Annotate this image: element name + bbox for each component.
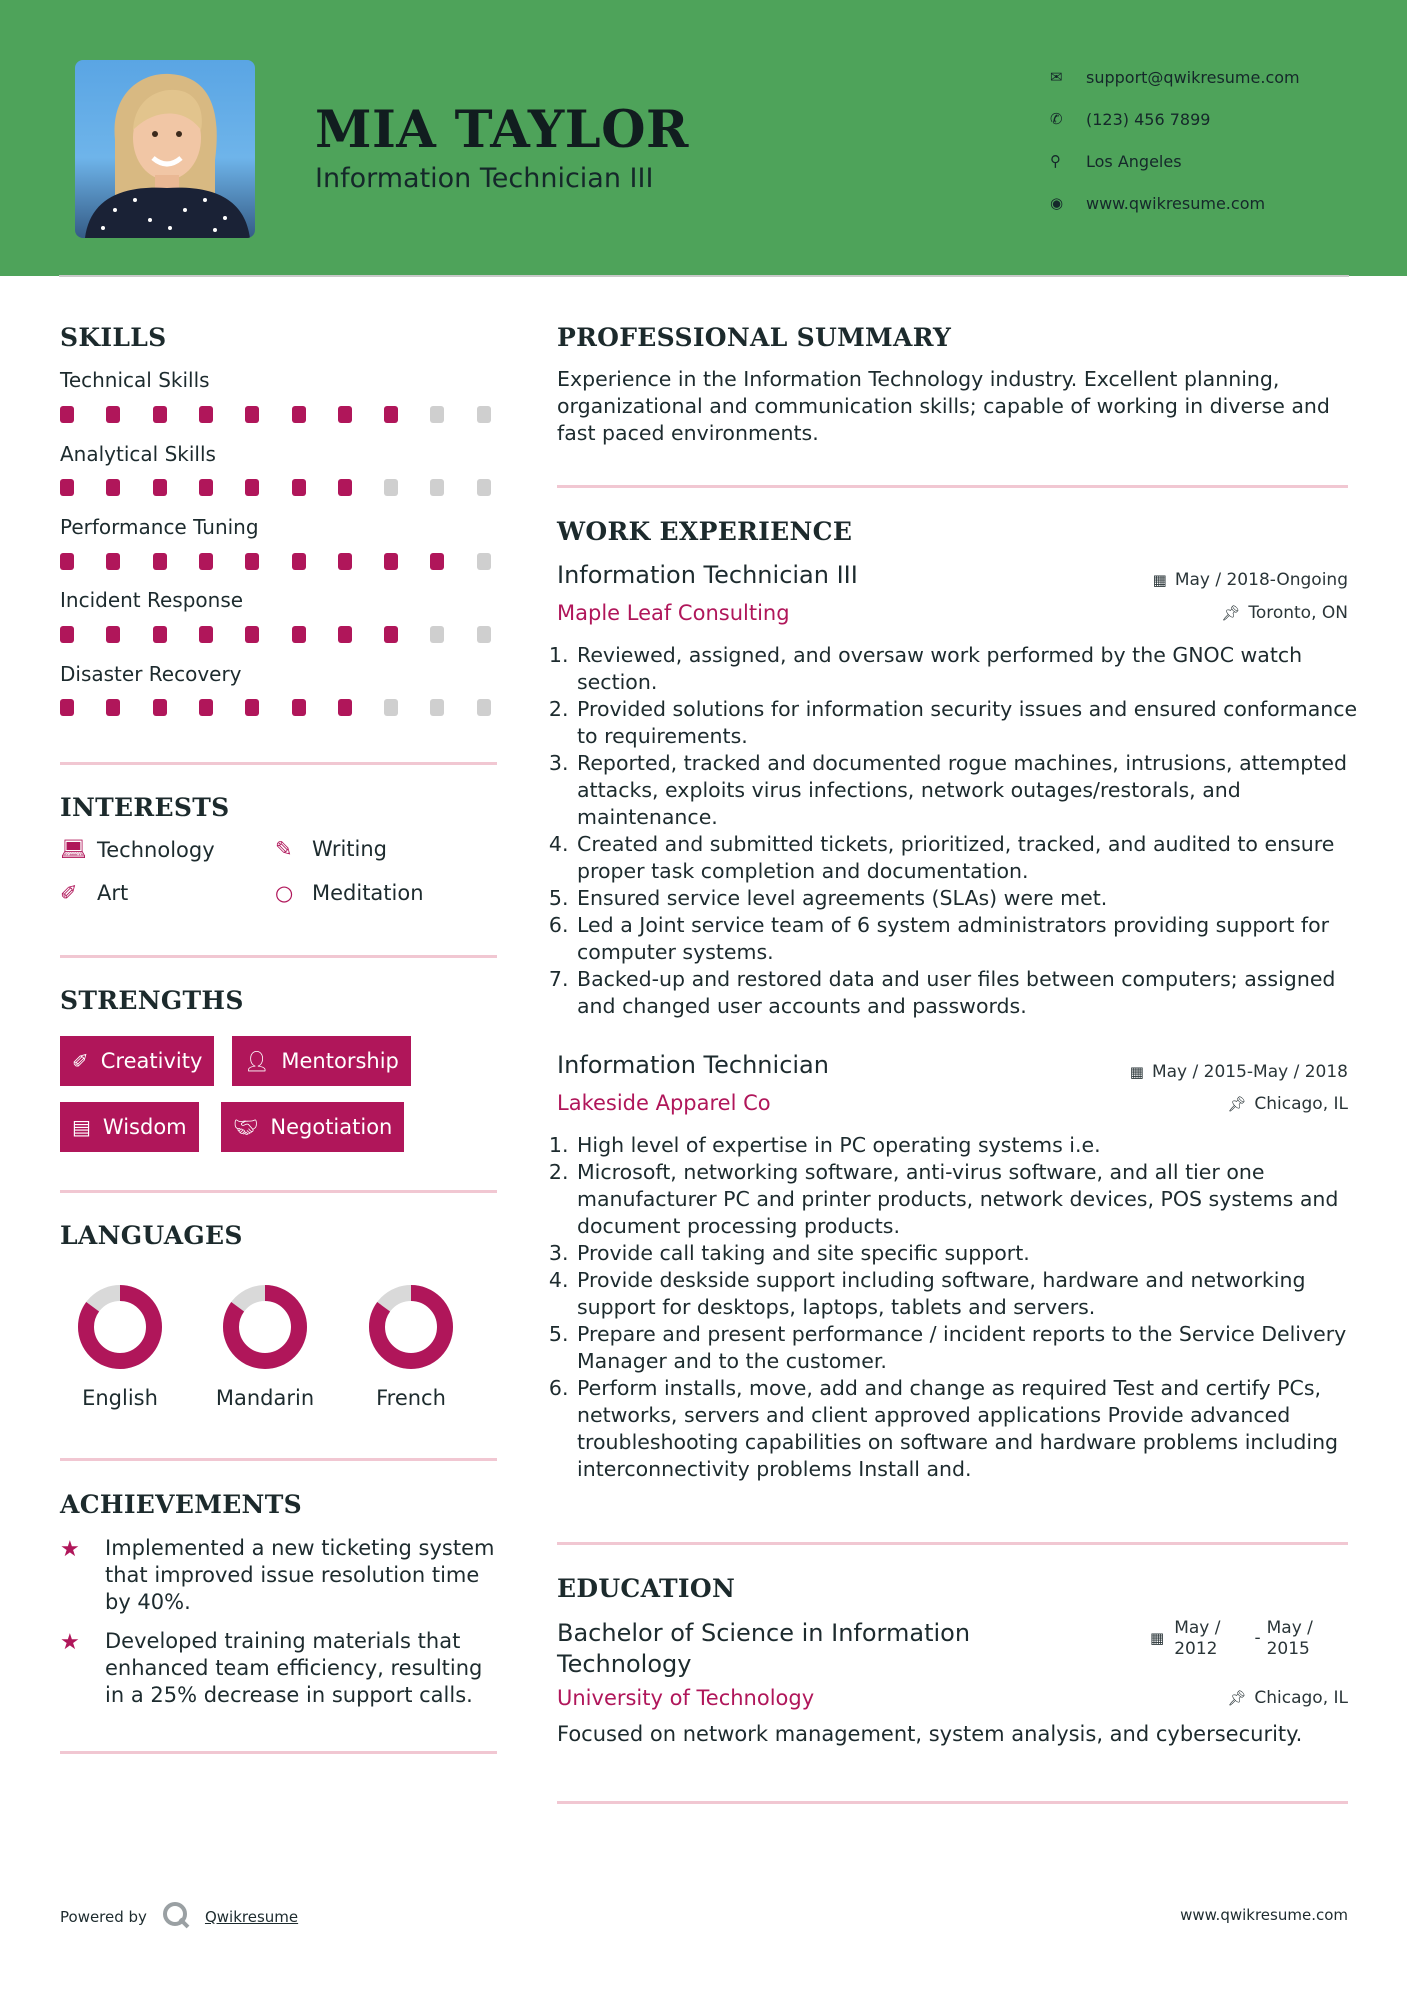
achievement-text: Developed training materials that enhanced team efficiency, resulting in a 25% decrease in support calls. (105, 1629, 483, 1707)
candidate-name: MIA TAYLOR (315, 100, 689, 160)
strength-badge (60, 1036, 214, 1086)
skill-dot-filled (338, 406, 352, 423)
skill-dot-filled (245, 626, 259, 643)
skill-rating (60, 626, 500, 644)
language-item (341, 1282, 481, 1410)
duty-item: 2. Provided solutions for information security issues and ensured conformance to requirements. (575, 696, 1365, 750)
skill-dot-empty (477, 553, 491, 570)
date-text: May / (1266, 1618, 1313, 1638)
education-start (1174, 1618, 1220, 1660)
skill-rating (60, 699, 500, 717)
school-name: University of Technology (557, 1686, 815, 1710)
skill-label: Performance Tuning (60, 515, 259, 539)
language-ring (366, 1282, 456, 1372)
interest-label: Meditation (312, 881, 424, 905)
job-duties (557, 642, 1365, 1020)
job-dates (1130, 1062, 1348, 1082)
language-ring (220, 1282, 310, 1372)
candidate-title: Information Technician III (315, 163, 654, 194)
skill-dot-empty (430, 406, 444, 423)
user-plus-icon: 👤︎ (244, 1049, 270, 1073)
strength-label: Wisdom (102, 1115, 187, 1139)
skill-dot-filled (245, 553, 259, 570)
skill-dot-filled (60, 699, 74, 716)
skill-label: Analytical Skills (60, 442, 216, 466)
date-dash: - (1254, 1628, 1261, 1648)
job-dates-text: May / 2015-May / 2018 (1151, 1062, 1348, 1082)
contact-website[interactable] (1050, 182, 1300, 224)
section-divider (557, 1801, 1348, 1804)
footer-powered (60, 1900, 298, 1934)
interest-item (275, 837, 387, 861)
job-location-text: Toronto, ON (1248, 603, 1348, 623)
skill-dot-filled (153, 479, 167, 496)
skill-dot-filled (106, 699, 120, 716)
paintbrush-icon: ✐ (72, 1049, 89, 1073)
skill-dot-filled (106, 479, 120, 496)
pushpin-icon: 📌︎ (1227, 1689, 1247, 1707)
circle-icon: ○ (275, 881, 294, 905)
language-label: English (82, 1386, 158, 1410)
date-text: 2015 (1266, 1639, 1310, 1659)
contact-location (1050, 140, 1300, 182)
job-location-text: Chicago, IL (1254, 1094, 1348, 1114)
duty-item: 2. Microsoft, networking software, anti-virus software, and all tier one manufacturer PC and printer products, network devices, POS systems and document processing products. (575, 1159, 1365, 1240)
skill-dot-filled (106, 626, 120, 643)
strengths-heading: STRENGTHS (60, 986, 244, 1015)
interest-label: Technology (97, 837, 215, 862)
skill-rating (60, 553, 500, 571)
language-label: Mandarin (215, 1386, 315, 1410)
skill-dot-filled (199, 479, 213, 496)
languages-heading: LANGUAGES (60, 1221, 243, 1250)
company-name: Lakeside Apparel Co (557, 1091, 771, 1115)
skill-label: Disaster Recovery (60, 662, 242, 686)
language-label: French (376, 1386, 446, 1410)
pushpin-icon: 📌︎ (1221, 604, 1241, 622)
skill-dot-filled (384, 406, 398, 423)
skill-dot-filled (338, 699, 352, 716)
section-divider (557, 485, 1348, 488)
contact-list (1050, 56, 1300, 224)
skill-dot-filled (245, 406, 259, 423)
skill-dot-filled (60, 553, 74, 570)
duty-item: 1. Reviewed, assigned, and oversaw work performed by the GNOC watch section. (575, 642, 1365, 696)
interests-heading: INTERESTS (60, 793, 230, 822)
skill-dot-filled (199, 626, 213, 643)
section-divider (60, 955, 497, 958)
skill-dot-filled (292, 406, 306, 423)
skill-dot-filled (106, 406, 120, 423)
skill-dot-filled (338, 553, 352, 570)
envelope-icon: ✉ (1050, 68, 1063, 86)
phone-icon: ✆ (1050, 110, 1063, 128)
achievement-item (60, 1628, 500, 1709)
strength-label: Negotiation (270, 1115, 393, 1139)
laptop-icon: 💻︎ (60, 837, 87, 861)
interest-item (60, 837, 215, 862)
interest-item (275, 881, 424, 905)
footer-website[interactable]: www.qwikresume.com (1180, 1906, 1348, 1924)
job-dates-text: May / 2018-Ongoing (1174, 570, 1348, 590)
job-location (1227, 1094, 1348, 1114)
summary-text: Experience in the Information Technology industry. Excellent planning, organizational and communication skills; capable of working in diverse and fast paced environments. (557, 367, 1330, 445)
skill-dot-empty (384, 479, 398, 496)
job-title: Information Technician (557, 1051, 829, 1079)
map-pin-icon: ⚲ (1050, 152, 1061, 170)
pencil-icon: ✎ (275, 837, 293, 861)
skill-dot-empty (430, 699, 444, 716)
skill-dot-empty (430, 479, 444, 496)
header-divider (59, 275, 1349, 277)
skill-dot-filled (292, 626, 306, 643)
skill-dot-filled (245, 699, 259, 716)
job-duties (557, 1132, 1365, 1483)
skill-dot-filled (384, 553, 398, 570)
skill-dot-empty (477, 626, 491, 643)
education-location (1227, 1688, 1348, 1708)
skill-dot-filled (153, 406, 167, 423)
star-icon: ★ (60, 1537, 80, 1562)
education-location-text: Chicago, IL (1254, 1688, 1348, 1708)
skill-dot-empty (477, 699, 491, 716)
degree-title (557, 1618, 970, 1680)
skill-dot-filled (245, 479, 259, 496)
duty-item: 6. Led a Joint service team of 6 system administrators providing support for computer systems. (575, 912, 1365, 966)
strength-label: Mentorship (281, 1049, 399, 1073)
skill-rating (60, 406, 500, 424)
calendar-icon: ▦ (1152, 571, 1167, 589)
skill-dot-filled (338, 626, 352, 643)
date-text: 2012 (1174, 1639, 1218, 1659)
skill-dot-filled (199, 406, 213, 423)
skill-dot-filled (153, 626, 167, 643)
duty-item: 5. Prepare and present performance / incident reports to the Service Delivery Manager and to the customer. (575, 1321, 1365, 1375)
date-text: May / (1174, 1618, 1221, 1638)
achievement-text: Implemented a new ticketing system that improved issue resolution time by 40%. (105, 1536, 495, 1614)
book-icon: ▤ (72, 1115, 91, 1139)
section-divider (60, 1190, 497, 1193)
skill-dot-filled (292, 553, 306, 570)
calendar-icon: ▦ (1150, 1629, 1165, 1647)
paintbrush-icon: ✐ (60, 881, 78, 905)
section-divider (60, 762, 497, 765)
duty-item: 3. Provide call taking and site specific support. (575, 1240, 1365, 1267)
skill-dot-empty (477, 406, 491, 423)
duty-item: 7. Backed-up and restored data and user files between computers; assigned and changed user accounts and passwords. (575, 966, 1365, 1020)
interest-item (60, 881, 128, 905)
education-description: Focused on network management, system analysis, and cybersecurity. (557, 1722, 1303, 1746)
contact-phone[interactable] (1050, 98, 1300, 140)
section-divider (60, 1751, 497, 1754)
language-item (195, 1282, 335, 1410)
skill-dot-filled (60, 626, 74, 643)
qwikresume-logo-icon (161, 1900, 191, 1934)
skill-rating (60, 479, 500, 497)
skill-dot-filled (292, 699, 306, 716)
section-divider (60, 1458, 497, 1461)
skill-dot-filled (199, 553, 213, 570)
job-title: Information Technician III (557, 561, 858, 589)
education-end (1267, 1618, 1313, 1660)
duty-item: 6. Perform installs, move, add and change as required Test and certify PCs, networks, servers and client approved applications Provide advanced troubleshooting capabilities on software and hardware problems including interconnectivity problems Install and. (575, 1375, 1365, 1483)
skill-dot-filled (60, 479, 74, 496)
duty-item: 1. High level of expertise in PC operating systems i.e. (575, 1132, 1365, 1159)
calendar-icon: ▦ (1129, 1063, 1144, 1081)
profile-photo (75, 60, 255, 238)
skill-label: Technical Skills (60, 368, 210, 392)
skill-dot-filled (153, 699, 167, 716)
education-heading: EDUCATION (557, 1574, 736, 1603)
skills-heading: SKILLS (60, 323, 167, 352)
duty-item: 4. Created and submitted tickets, prioritized, tracked, and audited to ensure proper task completion and documentation. (575, 831, 1365, 885)
skill-dot-filled (60, 406, 74, 423)
section-divider (557, 1542, 1348, 1545)
achievements-heading: ACHIEVEMENTS (60, 1490, 302, 1519)
interest-label: Writing (312, 837, 387, 861)
duty-item: 5. Ensured service level agreements (SLAs) were met. (575, 885, 1365, 912)
company-name: Maple Leaf Consulting (557, 601, 790, 625)
skill-dot-empty (477, 479, 491, 496)
strength-label: Creativity (100, 1049, 203, 1073)
skill-dot-empty (430, 626, 444, 643)
summary-heading: PROFESSIONAL SUMMARY (557, 323, 952, 352)
pushpin-icon: 📌︎ (1227, 1095, 1247, 1113)
skill-dot-filled (292, 479, 306, 496)
contact-email-text: support@qwikresume.com (1086, 67, 1300, 87)
degree-line: Technology (557, 1650, 692, 1678)
language-item (50, 1282, 190, 1410)
skill-dot-filled (338, 479, 352, 496)
contact-email[interactable] (1050, 56, 1300, 98)
achievement-item (60, 1535, 500, 1616)
skill-dot-filled (384, 626, 398, 643)
contact-location-text: Los Angeles (1086, 151, 1182, 171)
contact-phone-text: (123) 456 7899 (1086, 109, 1211, 129)
strength-badge (60, 1102, 199, 1152)
qwikresume-link[interactable]: Qwikresume (204, 1908, 299, 1926)
experience-heading: WORK EXPERIENCE (557, 517, 853, 546)
job-dates (1153, 570, 1348, 590)
skill-dot-filled (430, 553, 444, 570)
duty-item: 4. Provide deskside support including software, hardware and networking support for desktops, laptops, tablets and servers. (575, 1267, 1365, 1321)
interest-label: Art (97, 881, 129, 905)
strength-badge (221, 1102, 404, 1152)
strength-badge (232, 1036, 411, 1086)
skill-dot-filled (106, 553, 120, 570)
globe-icon: ◉ (1050, 194, 1064, 212)
degree-line: Bachelor of Science in Information (557, 1619, 971, 1647)
handshake-icon: 🤝︎ (233, 1115, 259, 1139)
skill-dot-empty (384, 699, 398, 716)
powered-by-text: Powered by (60, 1908, 147, 1926)
education-dates (1150, 1618, 1313, 1660)
contact-website-text: www.qwikresume.com (1086, 193, 1266, 213)
language-ring (75, 1282, 165, 1372)
star-icon: ★ (60, 1630, 80, 1655)
skill-label: Incident Response (60, 588, 244, 612)
skill-dot-filled (153, 553, 167, 570)
job-location (1221, 603, 1348, 623)
duty-item: 3. Reported, tracked and documented rogue machines, intrusions, attempted attacks, exploits virus infections, network outages/restorals, and maintenance. (575, 750, 1365, 831)
skill-dot-filled (199, 699, 213, 716)
